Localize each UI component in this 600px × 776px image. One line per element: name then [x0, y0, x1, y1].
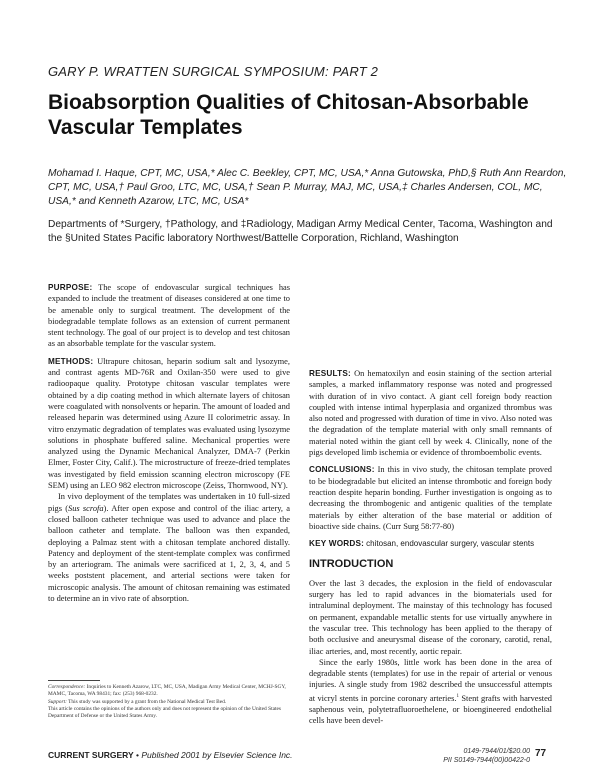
results-text: On hematoxilyn and eosin staining of the section arterial samples, a marked inflammatory response was noted and progressed with duration of in vivo contact. A giant cell foreign body reaction coupled with intense intimal hyperplasia and organized thrombus was also noted and progressed with duration of time in vivo. Also noted was the degradation of the template material with only small remnants of material noted within the giant cell by week 4. Clinically, none of the pigs developed limb ischemia or evidence of thromboembolic events. — [309, 369, 552, 458]
conclusions-label: CONCLUSIONS: — [309, 465, 375, 475]
article-title: Bioabsorption Qualities of Chitosan-Absorbable Vascular Templates — [48, 91, 529, 139]
page-number: 77 — [535, 748, 547, 759]
abstract-right-column — [309, 272, 552, 726]
article-identifiers — [370, 747, 530, 765]
publisher-line: Published 2001 by Elsevier Science Inc. — [141, 750, 293, 760]
keywords-label: KEY WORDS: — [309, 539, 365, 549]
author-list: Mohamad I. Haque, CPT, MC, USA,* Alec C. Beekley, CPT, MC, USA,* Anna Gutowska, PhD,§ Ruth Ann Reardon, CPT, MC, USA,† Paul Groo, LTC, MC, USA,† Sean P. Murray, MAJ, MC, USA,‡ Charles Andersen, COL, MC, USA,* and Kenneth Azarow, LTC, MC, USA* — [48, 168, 567, 207]
abstract-left-column — [48, 282, 290, 604]
support-label: Support: — [48, 698, 67, 705]
symposium-series-title: GARY P. WRATTEN SURGICAL SYMPOSIUM: PART 2 — [48, 64, 379, 79]
introduction-heading: INTRODUCTION — [309, 558, 394, 571]
correspondence-note — [48, 684, 290, 699]
conclusions-text: In this in vivo study, the chitosan template proved to be biodegradable but elicited an intense thrombotic and foreign body reaction despite heparin bonding. Further investigation is ongoing as to decreasing the thrombogenic and antigenic qualities of the template materials by either alteration of the base material or addition of bioactive side chains. (Curr Surg 58:77-80) — [309, 465, 552, 531]
affiliations: Departments of *Surgery, †Pathology, and ‡Radiology, Madigan Army Medical Center, Tacoma, Washington and the §United States Pacific laboratory Northwest/Battelle Corporation, Richland, Washington — [48, 219, 553, 244]
results-label: RESULTS: — [309, 369, 351, 378]
correspondence-label: Correspondence: — [48, 684, 86, 690]
conclusions-paragraph — [309, 464, 552, 532]
citation-1: 1 — [456, 693, 459, 699]
correspondence-text: Inquiries to Kenneth Azarow, LTC, MC, USA, Madigan Army Medical Center, MCHJ-SGY, MAMC, Tacoma, WA 98431; fax: (253) 968-0232. — [48, 684, 286, 698]
methods-text: Ultrapure chitosan, heparin sodium salt and lysozyme, and contrast agents MD-76R and Oxilan-350 were used to give radioopaque quality. Prototype chitosan vascular templates were obtained by a dip coating method in which alternate layers of chitosan were coagulated with nonsolvents or heparin. The amount of loaded and released heparin was determined using Azure II colorimetric assay. In vitro enzymatic degradation of templates was evaluated using lysozyme solutions in phosphate buffered saline. Mechanical properties were analyzed using the Dynamic Mechanical Analyzer, DMA-7 (Perkin Elmer, Foster City, Calif.). The microstructure of freeze-dried templates was investigated by field emission scanning electron microscopy (FE SEM) using an LEO 982 electron microscope (Zeiss, Thornwood, NY). — [48, 356, 290, 491]
issn-line: 0149-7944/01/$20.00 — [463, 748, 530, 755]
intro-paragraph-2 — [309, 657, 552, 727]
intro-p2-cont: Stent grafts with harvested saphenous vein, polytetrafluoroethelene, or bioengineered endothelial cells have been devel- — [309, 693, 552, 726]
methods-label: METHODS: — [48, 356, 94, 366]
purpose-label: PURPOSE: — [48, 283, 93, 292]
keywords-paragraph — [309, 538, 552, 549]
methods-paragraph-2 — [48, 491, 290, 604]
keywords-text: chitosan, endovascular surgery, vascular stents — [366, 539, 535, 549]
support-note — [48, 699, 290, 706]
support-text: This study was supported by a grant from the National Medical Test Bed. — [68, 698, 227, 705]
purpose-text: The scope of endovascular surgical techniques has expanded to include the treatment of diseases considered at one time to be amenable only to surgical treatment. The development of the biodegradable template follows as an extension of current permanent stent technology. The goal of our project is to develop and test chitosan as an absorbable template for the vascular system. — [48, 283, 290, 349]
intro-p2-text: Since the early 1980s, little work has been done in the area of degradable stents (templates) for use in the repair of arterial or venous injuries. A single study from 1982 described the unsuccessful attempts at vicryl stents in porcine coronary arteries. — [309, 657, 552, 703]
methods-paragraph — [48, 356, 290, 492]
species-name: Sus scrofa — [68, 503, 104, 513]
footer-bullet: • — [133, 750, 142, 760]
footnote-block — [48, 684, 290, 720]
intro-paragraph-1: Over the last 3 decades, the explosion in the field of endovascular surgery has led to rapid advances in the biomaterials used for intraluminal deployment. The mainstay of this technology has focused on permanent, expandable metallic stents for use virtually anywhere in the vascular tree. This technology has been applied to the therapy of both occlusive and aneurysmal disease of the coronary, carotid, renal, iliac arteries, and, most recently, aortic repair. — [309, 578, 552, 656]
results-paragraph — [309, 368, 552, 458]
purpose-paragraph — [48, 282, 290, 350]
journal-name: CURRENT SURGERY — [48, 750, 134, 760]
methods-p2-start: In vivo deployment of the templates was undertaken in 10 full-sized pigs ( — [48, 492, 290, 513]
footnote-rule — [48, 680, 100, 681]
disclaimer-note: This article contains the opinions of the authors only and does not represent the opinion of the United States Department of Defense or the United States Army. — [48, 705, 281, 720]
pii-line: PII S0149-7944(00)00422-0 — [443, 757, 530, 764]
methods-p2-end: ). After open expose and control of the iliac artery, a closed balloon catheter technique was used to advance and place the balloon catheter and template. The balloon was then expanded, deploying a Palmaz stent with a chitosan template anchored distally. Patency and deployment of the stent-template complex was confirmed by an arteriogram. The animals were sacrificed at 1, 2, 3, 4, and 5 weeks poststent placement, and arterial sections were taken for microscopic analysis. The amount of chitosan remaining was estimated to determine an in vivo rate of absorption. — [48, 503, 291, 604]
